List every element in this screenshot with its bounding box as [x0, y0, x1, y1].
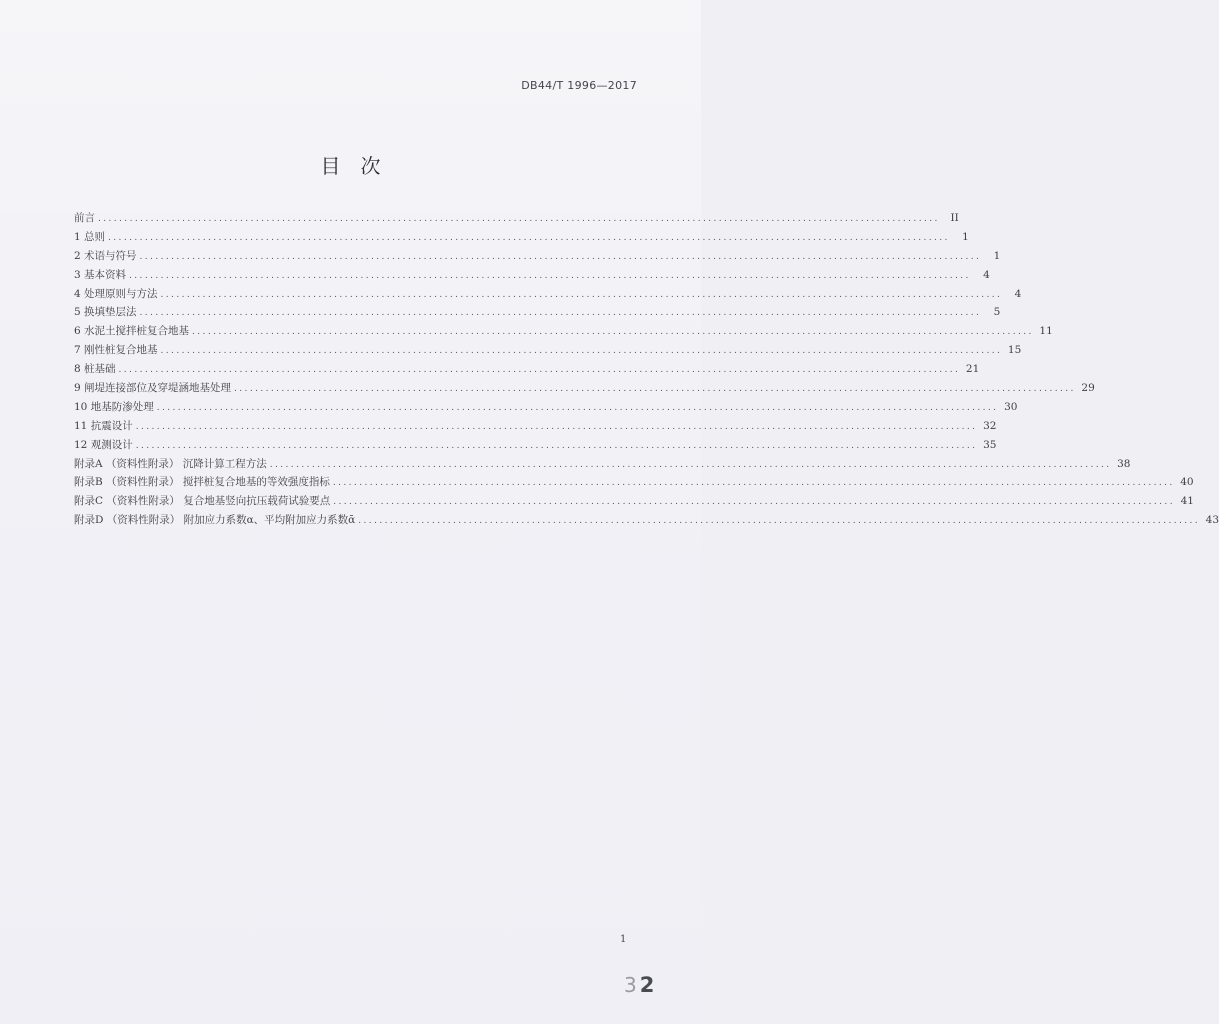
toc-entry[interactable]: [74, 303, 1001, 322]
toc-entry-label: 附录C （资料性附录） 复合地基竖向抗压载荷试验要点: [74, 495, 331, 508]
toc-entry-page: 11: [1039, 325, 1053, 338]
toc-entry-label: 附录A （资料性附录） 沉降计算工程方法: [74, 457, 267, 470]
toc-entry-page: 43: [1205, 514, 1219, 527]
toc-entry-page: 15: [1007, 344, 1022, 357]
toc-entry-page: 5: [993, 306, 1001, 319]
toc-entry-label: 8 桩基础: [74, 363, 116, 376]
toc-entry[interactable]: [74, 266, 990, 285]
toc-entry[interactable]: [74, 228, 969, 247]
toc-leader-dots: ................................................................................................................................................................: [332, 478, 1175, 489]
toc-entry[interactable]: [74, 473, 1194, 492]
toc-entry-page: 30: [1004, 400, 1018, 413]
toc-leader-dots: ................................................................................................................................................................: [358, 516, 1201, 527]
corner-page-mark: [624, 973, 654, 997]
toc-leader-dots: ................................................................................................................................................................: [108, 232, 950, 243]
toc-entry-page: 32: [983, 419, 997, 432]
toc-leader-dots: ................................................................................................................................................................: [234, 384, 1076, 395]
toc-entry[interactable]: [74, 455, 1131, 474]
toc-entry-label: 5 换填垫层法: [74, 306, 137, 319]
toc-entry-label: 10 地基防渗处理: [74, 400, 154, 413]
toc-leader-dots: ................................................................................................................................................................: [160, 289, 1003, 300]
corner-mark-number: 2: [639, 973, 655, 997]
toc-entry-page: 41: [1180, 495, 1194, 508]
toc-entry-page: 1: [993, 249, 1001, 262]
toc-entry-page: 4: [983, 268, 990, 281]
toc-entry-page: 21: [965, 363, 980, 376]
toc-entry[interactable]: [74, 398, 1018, 417]
toc-title: 目次: [320, 154, 401, 178]
toc-entry[interactable]: [74, 341, 1022, 360]
toc-leader-dots: ................................................................................................................................................................: [135, 421, 978, 432]
toc-entry-label: 7 刚性桩复合地基: [74, 344, 158, 357]
toc-entry[interactable]: [74, 360, 980, 379]
toc-leader-dots: ................................................................................................................................................................: [156, 402, 999, 413]
toc-leader-dots: ................................................................................................................................................................: [139, 251, 982, 262]
toc-entry-label: 4 处理原则与方法: [74, 287, 158, 300]
toc-entry[interactable]: [74, 511, 1219, 530]
toc-entry[interactable]: [74, 247, 1001, 266]
toc-entry-label: 附录B （资料性附录） 搅拌桩复合地基的等效强度指标: [74, 476, 330, 489]
toc-entry-label: 1 总则: [74, 230, 106, 243]
toc-entry[interactable]: [74, 285, 1022, 304]
toc-entry[interactable]: [74, 209, 959, 228]
toc-leader-dots: ................................................................................................................................................................: [192, 327, 1034, 338]
toc-entry-page: 4: [1014, 287, 1022, 300]
toc-entry[interactable]: [74, 492, 1194, 511]
toc-entry-page: 40: [1180, 476, 1194, 489]
toc-entry[interactable]: [74, 379, 1095, 398]
corner-mark-faint: 3: [624, 973, 637, 997]
toc-leader-dots: ................................................................................................................................................................: [269, 459, 1112, 470]
toc-entry[interactable]: [74, 417, 997, 436]
page-number: 1: [620, 934, 627, 945]
toc-entry-page: II: [950, 212, 959, 224]
toc-entry[interactable]: [74, 322, 1053, 341]
toc-leader-dots: ................................................................................................................................................................: [118, 365, 961, 376]
toc-entry-page: 38: [1117, 457, 1131, 470]
toc-entry[interactable]: [74, 436, 997, 455]
document-code: DB44/T 1996—2017: [521, 79, 637, 92]
toc-entry-label: 6 水泥土搅拌桩复合地基: [74, 325, 190, 338]
toc-leader-dots: ................................................................................................................................................................: [98, 214, 940, 224]
toc-leader-dots: ................................................................................................................................................................: [129, 270, 971, 281]
toc-entry-label: 9 闸堤连接部位及穿堤涵地基处理: [74, 382, 232, 395]
toc-entry-label: 11 抗震设计: [74, 419, 133, 432]
toc-entry-page: 1: [962, 230, 969, 243]
toc-entry-label: 12 观测设计: [74, 438, 133, 451]
toc-entry-page: 35: [983, 438, 997, 451]
toc-leader-dots: ................................................................................................................................................................: [160, 346, 1003, 357]
toc-entry-label: 附录D （资料性附录） 附加应力系数α、平均附加应力系数ᾱ: [74, 514, 356, 527]
toc-entry-label: 3 基本资料: [74, 268, 127, 281]
toc-leader-dots: ................................................................................................................................................................: [139, 308, 982, 319]
table-of-contents: [74, 209, 1219, 530]
toc-entry-label: 2 术语与符号: [74, 249, 137, 262]
toc-leader-dots: ................................................................................................................................................................: [135, 440, 978, 451]
toc-leader-dots: ................................................................................................................................................................: [333, 497, 1175, 508]
toc-entry-label: 前言: [74, 212, 95, 224]
toc-entry-page: 29: [1081, 382, 1095, 395]
